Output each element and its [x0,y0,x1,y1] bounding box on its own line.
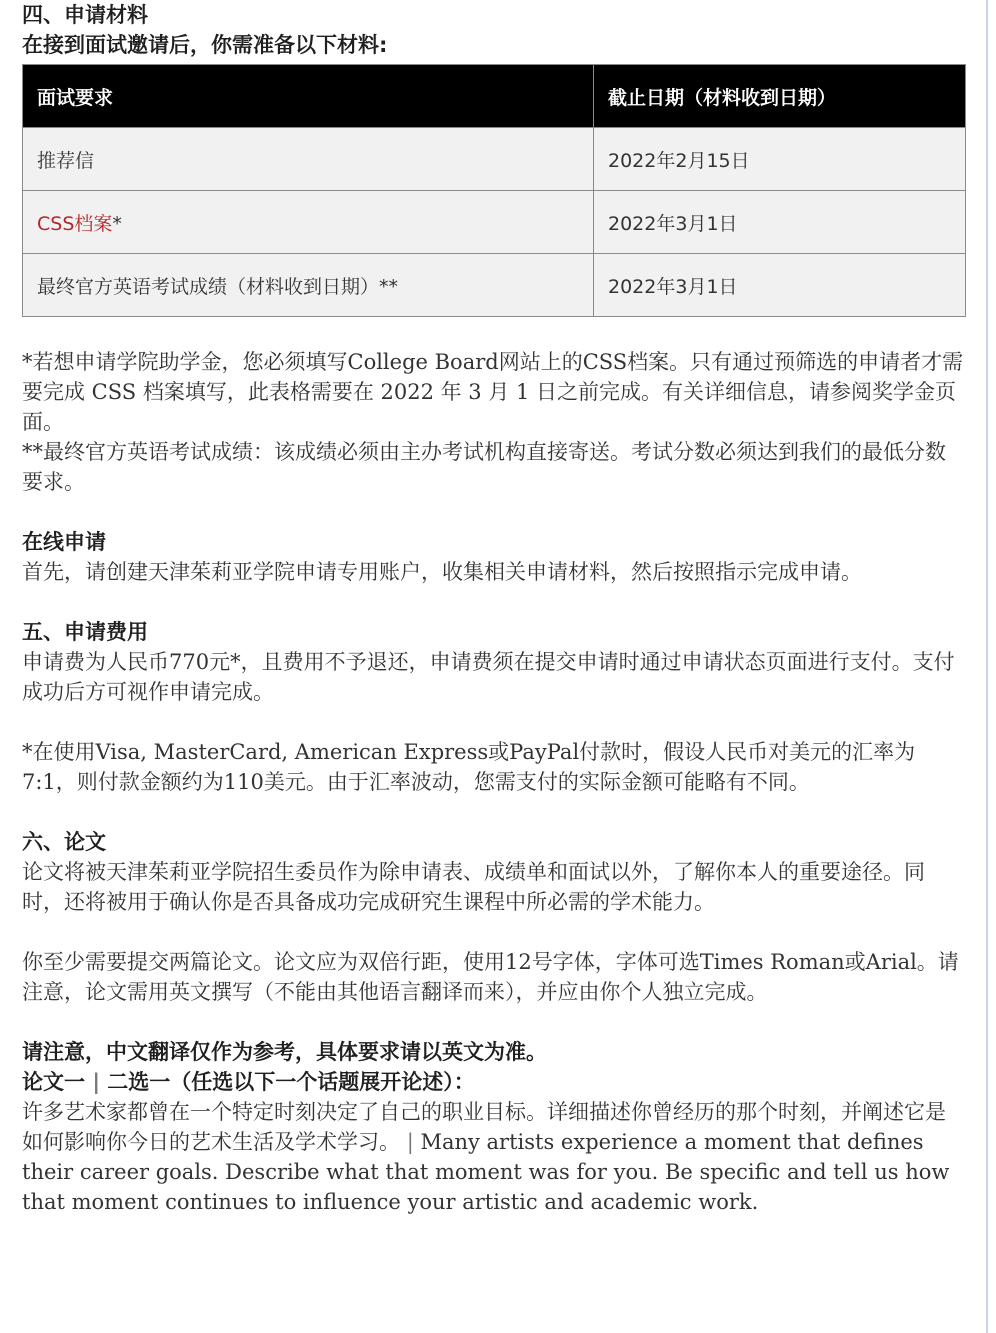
online-application-title: 在线申请 [22,530,106,554]
cell-deadline: 2022年3月1日 [594,254,966,317]
requirement-text: 推荐信 [37,149,95,172]
spacer [22,797,966,827]
essay-one-title [22,1067,966,1097]
online-application-text: 首先，请创建天津茱莉亚学院申请专用账户，收集相关申请材料，然后按照指示完成申请。 [22,560,862,584]
table-row [23,254,966,317]
cell-requirement [23,128,594,191]
fee-text: 申请费为人民币770元*，且费用不予退还，申请费须在提交申请时通过申请状态页面进行支付。支付成功后方可视作申请完成。 [22,650,955,704]
section-4-title: 四、申请材料 [22,3,148,27]
essay-intro-1: 论文将被天津茱莉亚学院招生委员作为除申请表、成绩单和面试以外，了解你本人的重要途径。同时，还将被用于确认你是否具备成功完成研究生课程中所必需的学术能力。 [22,860,925,914]
header-deadline: 截止日期（材料收到日期） [594,65,966,128]
table-row [23,128,966,191]
spacer [22,917,966,947]
spacer [22,707,966,737]
cell-deadline: 2022年2月15日 [594,128,966,191]
article-content [22,0,966,1217]
spacer [22,587,966,617]
footnote-mark: * [112,212,122,235]
requirement-text: 最终官方英语考试成绩（材料收到日期）** [37,275,399,298]
table-row [23,191,966,254]
essay-prompt-chinese: 许多艺术家都曾在一个特定时刻决定了自己的职业目标。详细描述你曾经历的那个时刻，并阐述它是如何影响你今日的艺术生活及学术学习。 [22,1100,946,1154]
spacer [22,497,966,527]
table-header-row [23,65,966,128]
essay-one-choice: 二选一（任选以下一个话题展开论述）： [107,1070,475,1094]
translation-notice: 请注意，中文翻译仅作为参考，具体要求请以英文为准。 [22,1040,547,1064]
requirements-table [22,64,966,317]
cell-requirement [23,191,594,254]
cell-deadline: 2022年3月1日 [594,191,966,254]
spacer [22,1007,966,1037]
page-right-border [986,0,988,1333]
footnote-english-test: **最终官方英语考试成绩：该成绩必须由主办考试机构直接寄送。考试分数必须达到我们的最低分数要求。 [22,440,946,494]
cell-requirement [23,254,594,317]
prompt-separator: | [406,1130,414,1154]
header-requirement: 面试要求 [23,65,594,128]
essay-intro-2: 你至少需要提交两篇论文。论文应为双倍行距，使用12号字体，字体可选Times Roman或Arial。请注意，论文需用英文撰写（不能由其他语言翻译而来），并应由你个人独立完成。 [22,950,959,1004]
essay-prompt-english: Many artists experience a moment that defines their career goals. Describe what that moment was for you. Be specific and tell us how that moment continues to influence your artistic and academic work. [22,1130,950,1214]
spacer [22,317,966,347]
section-5-title: 五、申请费用 [22,620,148,644]
section-6-title: 六、论文 [22,830,106,854]
title-separator: | [92,1070,100,1094]
footnote-css: *若想申请学院助学金，您必须填写College Board网站上的CSS档案。只有通过预筛选的申请者才需要完成 CSS 档案填写，此表格需要在 2022 年 3 月 1 日之前完成。有关详细信息，请参阅奖学金页面。 [22,350,964,434]
fee-note: *在使用Visa, MasterCard, American Express或PayPal付款时，假设人民币对美元的汇率为7:1，则付款金额约为110美元。由于汇率波动，您需支付的实际金额可能略有不同。 [22,740,916,794]
css-profile-link[interactable]: CSS档案 [37,212,113,235]
section-4-intro: 在接到面试邀请后，你需准备以下材料: [22,33,388,57]
essay-one-label: 论文一 [22,1070,85,1094]
essay-one-prompt [22,1097,966,1217]
